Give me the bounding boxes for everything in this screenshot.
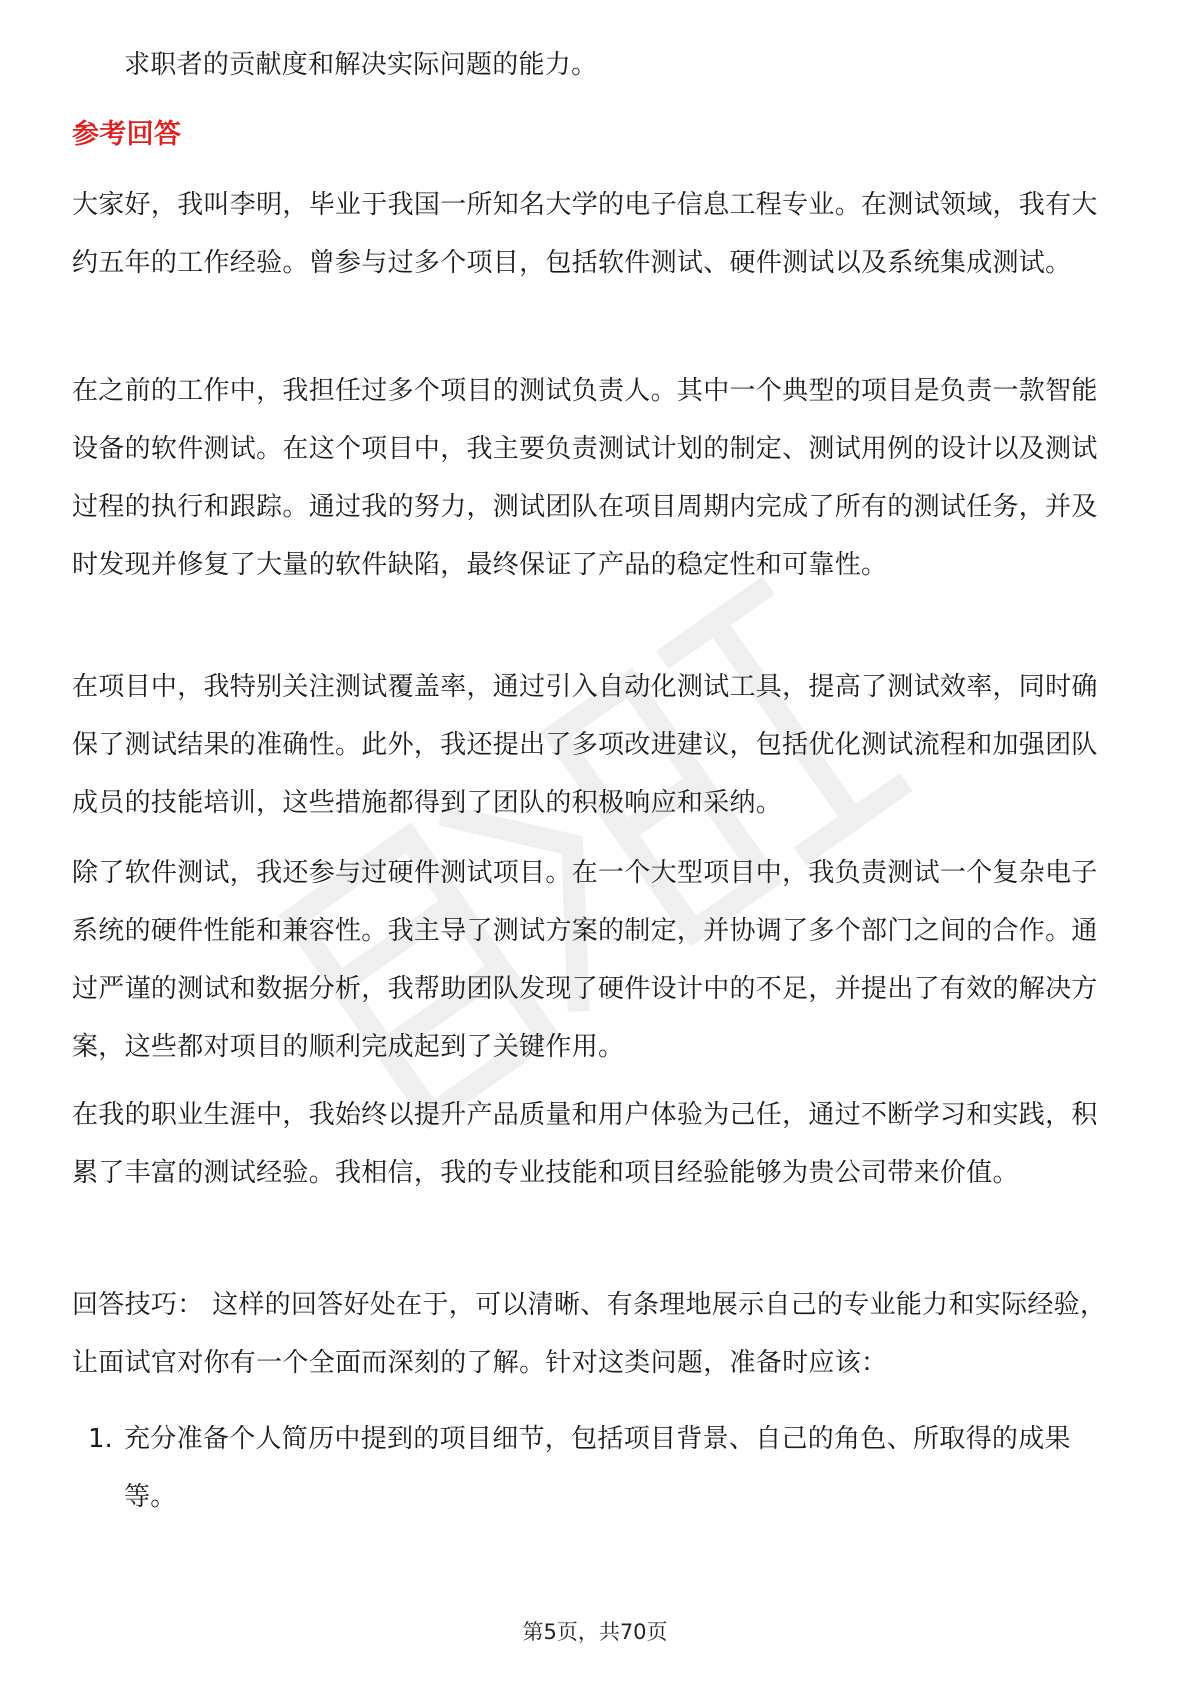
- paragraph-intro: 大家好，我叫李明，毕业于我国一所知名大学的电子信息工程专业。在测试领域，我有大约五年的工作经验。曾参与过多个项目，包括软件测试、硬件测试以及系统集成测试。: [72, 190, 1098, 278]
- paragraph-previous-work: 在之前的工作中，我担任过多个项目的测试负责人。其中一个典型的项目是负责一款智能设备的软件测试。在这个项目中，我主要负责测试计划的制定、测试用例的设计以及测试过程的执行和跟踪。通过我的努力，测试团队在项目周期内完成了所有的测试任务，并及时发现并修复了大量的软件缺陷，最终保证了产品的稳定性和可靠性。: [72, 376, 1098, 580]
- reference-answer-heading: 参考回答: [72, 119, 182, 150]
- list-item-number: 1.: [88, 1424, 113, 1454]
- paragraph-hardware-testing: 除了软件测试，我还参与过硬件测试项目。在一个大型项目中，我负责测试一个复杂电子系统的硬件性能和兼容性。我主导了测试方案的制定，并协调了多个部门之间的合作。通过严谨的测试和数据分析，我帮助团队发现了硬件设计中的不足，并提出了有效的解决方案，这些都对项目的顺利完成起到了关键作用。: [72, 858, 1098, 1062]
- intro-tail-text: 求职者的贡献度和解决实际问题的能力。: [124, 50, 598, 80]
- paragraph-test-coverage: 在项目中，我特别关注测试覆盖率，通过引入自动化测试工具，提高了测试效率，同时确保了测试结果的准确性。此外，我还提出了多项改进建议，包括优化测试流程和加强团队成员的技能培训，这些措施都得到了团队的积极响应和采纳。: [72, 672, 1098, 818]
- list-item-text: 充分准备个人简历中提到的项目细节，包括项目背景、自己的角色、所取得的成果等。: [124, 1424, 1071, 1512]
- page-number-footer: 第5页，共70页: [522, 1620, 668, 1644]
- paragraph-answer-tips: 回答技巧： 这样的回答好处在于，可以清晰、有条理地展示自己的专业能力和实际经验，让面试官对你有一个全面而深刻的了解。针对这类问题，准备时应该：: [72, 1290, 1107, 1378]
- paragraph-career: 在我的职业生涯中，我始终以提升产品质量和用户体验为己任，通过不断学习和实践，积累了丰富的测试经验。我相信，我的专业技能和项目经验能够为贵公司带来价值。: [72, 1100, 1098, 1188]
